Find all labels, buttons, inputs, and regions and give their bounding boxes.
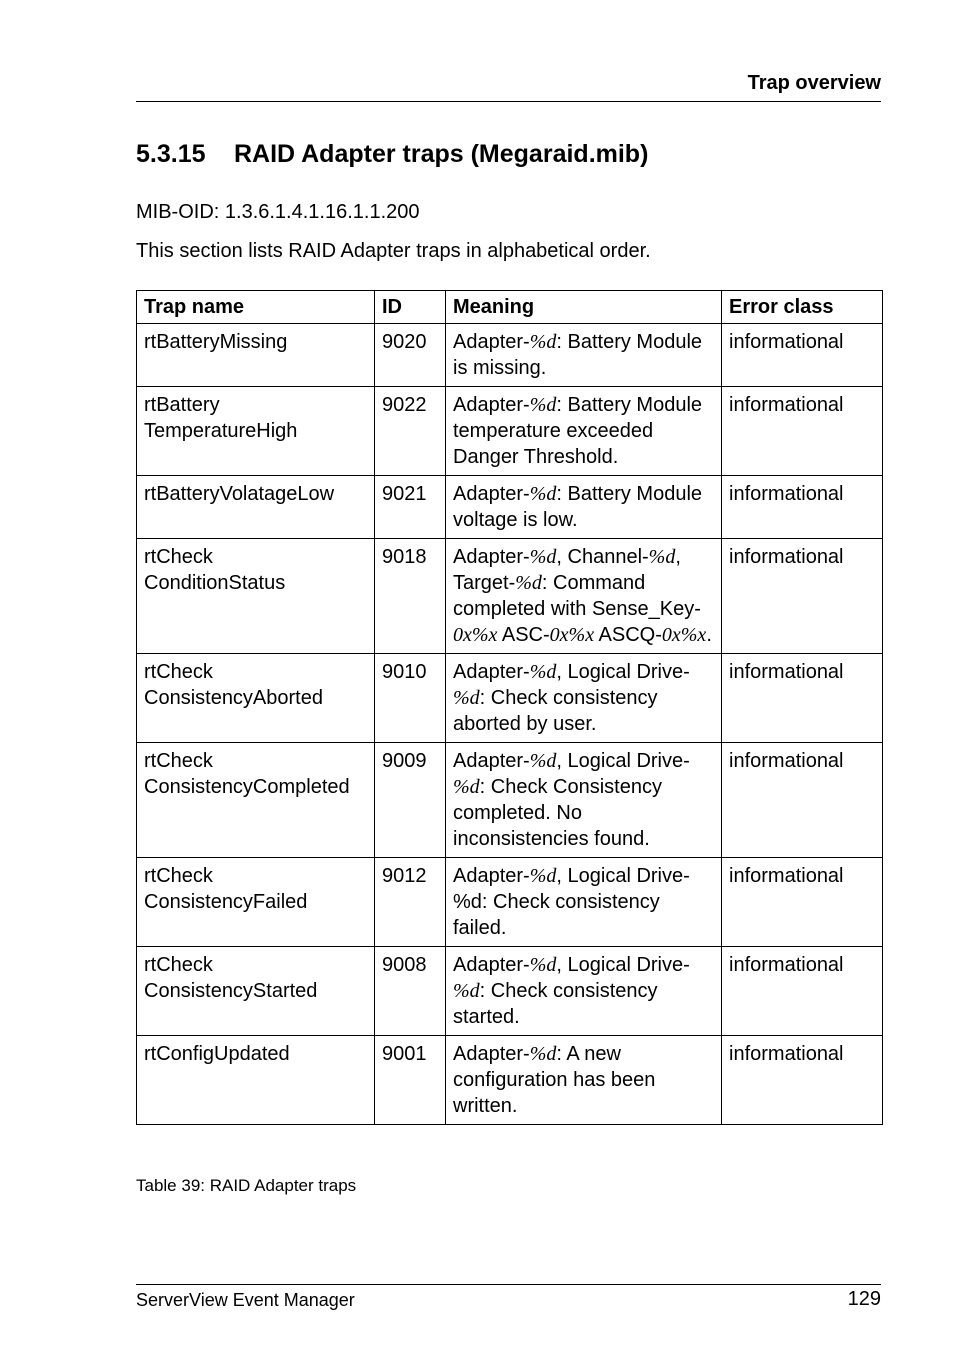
trap-meaning-cell [446, 743, 722, 858]
trap-error-class-cell: informational [722, 947, 883, 1036]
meaning-text: Adapter- [453, 546, 530, 568]
trap-name-cell [137, 324, 375, 387]
meaning-text: ASC- [497, 624, 550, 646]
format-placeholder: %d [529, 661, 557, 683]
trap-id-cell: 9020 [375, 324, 446, 387]
format-placeholder: %d [529, 1043, 557, 1065]
raid-adapter-traps-table [136, 290, 883, 1125]
trap-name-cell [137, 858, 375, 947]
format-placeholder: %d [529, 865, 557, 887]
meaning-text: , Logical Drive- [556, 750, 690, 772]
meaning-text: , Target- [453, 546, 681, 594]
meaning-text: Adapter- [453, 750, 530, 772]
trap-meaning-cell [446, 387, 722, 476]
section-number: 5.3.15 [136, 140, 206, 168]
trap-meaning-cell [446, 1036, 722, 1125]
meaning-text: : Command completed with Sense_Key- [453, 572, 701, 620]
trap-name-line: ConditionStatus [144, 572, 286, 594]
trap-name-cell [137, 1036, 375, 1125]
format-placeholder: %d [529, 546, 557, 568]
trap-meaning-cell [446, 858, 722, 947]
trap-name-line: ConsistencyStarted [144, 980, 318, 1002]
header-error-class: Error class [722, 291, 883, 324]
page-number: 129 [847, 1288, 881, 1310]
trap-error-class-cell: informational [722, 387, 883, 476]
footer-rule [136, 1284, 881, 1285]
trap-name-line: TemperatureHigh [144, 420, 298, 442]
trap-error-class-cell: informational [722, 654, 883, 743]
section-title: RAID Adapter traps (Megaraid.mib) [234, 140, 649, 168]
trap-name-line: ConsistencyCompleted [144, 776, 350, 798]
trap-id-cell: 9021 [375, 476, 446, 539]
meaning-text: : A new configuration has been written. [453, 1043, 656, 1117]
trap-name-line: rtCheck [144, 954, 213, 976]
format-placeholder: %d [529, 394, 557, 416]
meaning-text: Adapter- [453, 331, 530, 353]
trap-meaning-cell [446, 947, 722, 1036]
meaning-text: Adapter- [453, 661, 530, 683]
intro-paragraph: This section lists RAID Adapter traps in alphabetical order. [136, 240, 651, 262]
table-row [137, 947, 883, 1036]
format-placeholder: 0x%x [453, 624, 498, 646]
table-row [137, 476, 883, 539]
running-header: Trap overview [747, 72, 881, 94]
format-placeholder: 0x%x [549, 624, 595, 646]
meaning-text: , Logical Drive- [556, 954, 690, 976]
trap-error-class-cell: informational [722, 858, 883, 947]
table-caption: Table 39: RAID Adapter traps [136, 1176, 357, 1195]
table-row [137, 387, 883, 476]
trap-meaning-cell [446, 654, 722, 743]
trap-error-class-cell: informational [722, 743, 883, 858]
table-header-row [137, 291, 883, 324]
table-row [137, 539, 883, 654]
trap-name-line: rtBattery [144, 394, 220, 416]
trap-id-cell: 9001 [375, 1036, 446, 1125]
trap-meaning-cell [446, 476, 722, 539]
table-row [137, 1036, 883, 1125]
trap-name-cell [137, 947, 375, 1036]
format-placeholder: %d [648, 546, 676, 568]
trap-meaning-cell [446, 539, 722, 654]
header-trap-name: Trap name [137, 291, 375, 324]
table-row [137, 654, 883, 743]
meaning-text: : Check consistency aborted by user. [453, 687, 658, 735]
trap-id-cell: 9008 [375, 947, 446, 1036]
meaning-text: Adapter- [453, 394, 530, 416]
meaning-text: : Battery Module temperature exceeded Danger Threshold. [453, 394, 703, 468]
table-row [137, 743, 883, 858]
format-placeholder: %d [529, 954, 557, 976]
trap-name-cell [137, 654, 375, 743]
trap-id-cell: 9010 [375, 654, 446, 743]
mib-oid: MIB-OID: 1.3.6.1.4.1.16.1.1.200 [136, 201, 420, 223]
trap-name-line: rtConfigUpdated [144, 1043, 290, 1065]
trap-name-line: ConsistencyAborted [144, 687, 323, 709]
meaning-text: Adapter- [453, 954, 530, 976]
format-placeholder: %d [453, 687, 480, 709]
meaning-text: . [706, 624, 712, 646]
trap-error-class-cell: informational [722, 324, 883, 387]
trap-meaning-cell [446, 324, 722, 387]
trap-error-class-cell: informational [722, 539, 883, 654]
meaning-text: , Channel- [556, 546, 649, 568]
meaning-text: Adapter- [453, 1043, 530, 1065]
trap-name-cell [137, 539, 375, 654]
section-heading [136, 140, 648, 169]
trap-id-cell: 9009 [375, 743, 446, 858]
trap-error-class-cell: informational [722, 1036, 883, 1125]
meaning-text: Adapter- [453, 483, 530, 505]
trap-id-cell: 9018 [375, 539, 446, 654]
header-rule [136, 101, 881, 102]
table-row [137, 324, 883, 387]
meaning-text: : Check consistency started. [453, 980, 658, 1028]
format-placeholder: %d [529, 331, 557, 353]
trap-name-line: rtCheck [144, 865, 213, 887]
header-meaning: Meaning [446, 291, 722, 324]
trap-name-cell [137, 476, 375, 539]
trap-name-line: rtCheck [144, 661, 213, 683]
format-placeholder: %d [453, 776, 480, 798]
meaning-text: : Battery Module is missing. [453, 331, 703, 379]
trap-name-line: rtCheck [144, 546, 213, 568]
meaning-text: , Logical Drive- [556, 661, 690, 683]
trap-name-line: ConsistencyFailed [144, 891, 308, 913]
format-placeholder: 0x%x [661, 624, 707, 646]
header-id: ID [375, 291, 446, 324]
trap-name-line: rtBatteryMissing [144, 331, 288, 353]
trap-error-class-cell: informational [722, 476, 883, 539]
footer-product: ServerView Event Manager [136, 1290, 355, 1310]
trap-name-cell [137, 743, 375, 858]
trap-name-cell [137, 387, 375, 476]
trap-name-line: rtBatteryVolatageLow [144, 483, 335, 505]
trap-id-cell: 9012 [375, 858, 446, 947]
meaning-text: , Logical Drive-%d: Check consistency failed. [453, 865, 690, 939]
meaning-text: Adapter- [453, 865, 530, 887]
format-placeholder: %d [529, 483, 557, 505]
format-placeholder: %d [515, 572, 542, 594]
trap-name-line: rtCheck [144, 750, 213, 772]
format-placeholder: %d [453, 980, 480, 1002]
format-placeholder: %d [529, 750, 557, 772]
trap-id-cell: 9022 [375, 387, 446, 476]
table-row [137, 858, 883, 947]
meaning-text: ASCQ- [594, 624, 662, 646]
meaning-text: : Check Consistency completed. No inconsistencies found. [453, 776, 662, 850]
meaning-text: : Battery Module voltage is low. [453, 483, 703, 531]
